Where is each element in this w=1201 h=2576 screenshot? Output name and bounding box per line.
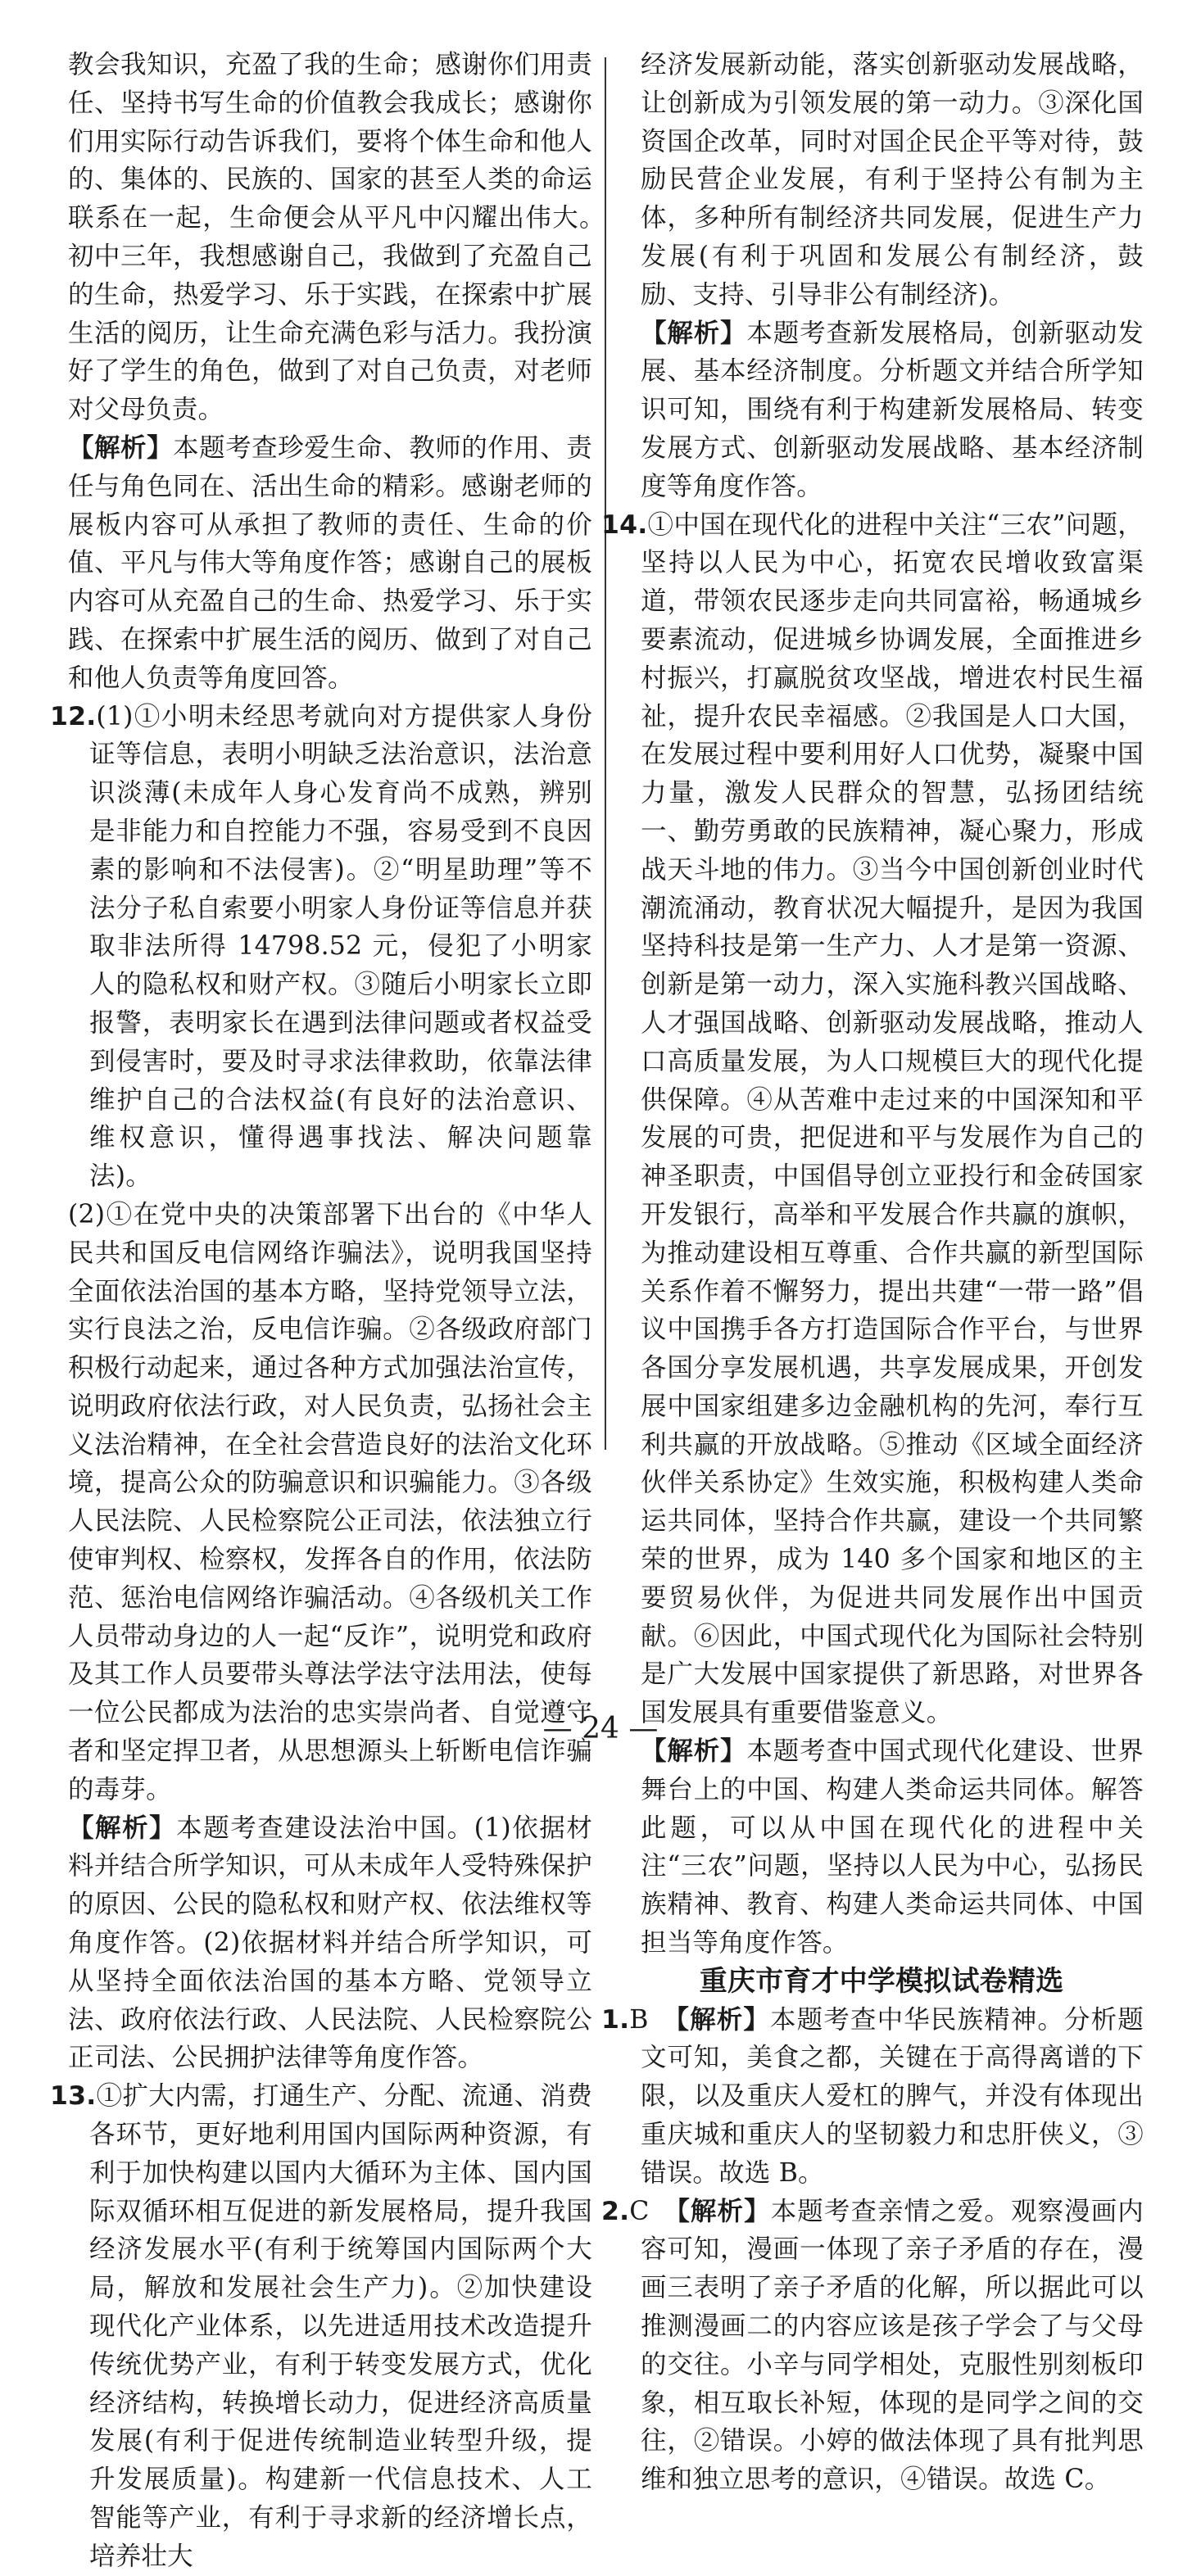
- analysis-tag: 【解析】: [641, 318, 747, 348]
- answer-choice: C: [629, 2196, 650, 2226]
- question-12-part-1: [50, 698, 592, 1196]
- question-12-part-2: (2)①在党中央的决策部署下出台的《中华人民共和国反电信网络诈骗法》，说明我国坚持全面依法治国的基本方略，坚持党领导立法，实行良法之治，反电信诈骗。②各级政府部门积极行动起来，通过各种方式加强法治宣传，说明政府依法行政，对人民负责，弘扬社会主义法治精神，在全社会营造良好的法治文化环境，提高公众的防骗意识和识骗能力。③各级人民法院、人民检察院公正司法，依法独立行使审判权、检察权，发挥各自的作用，依法防范、惩治电信网络诈骗活动。④各级机关工作人员带动身边的人一起“反诈”，说明党和政府及其工作人员要带头尊法学法守法用法，使每一位公民都成为法治的忠实崇尚者、自觉遵守者和坚定捍卫者，从思想源头上斩断电信诈骗的毒芽。: [68, 1199, 592, 1804]
- analysis-text: 本题考查中国式现代化建设、世界舞台上的中国、构建人类命运共同体。解答此题，可以从中国在现代化的进程中关注“三农”问题，坚持以人民为中心，弘扬民族精神、教育、构建人类命运共同体、中国担当等角度作答。: [641, 1736, 1144, 1958]
- question-13-continued: 经济发展新动能，落实创新驱动发展战略，让创新成为引领发展的第一动力。③深化国资国企改革，同时对国企民企平等对待，鼓励民营企业发展，有利于坚持公有制为主体，多种所有制经济共同发展，促进生产力发展(有利于巩固和发展公有制经济，鼓励、支持、引导非公有制经济)。: [641, 50, 1144, 310]
- analysis-tag: 【解析】: [68, 432, 174, 463]
- analysis-paragraph: [68, 429, 592, 698]
- analysis-text: 本题考查建设法治中国。(1)依据材料并结合所学知识，可从未成年人受特殊保护的原因、公民的隐私权和财产权、依法维权等角度作答。(2)依据材料并结合所学知识，可从坚持全面依法治国的基本方略、党领导立法、政府依法行政、人民法院、人民检察院公正司法、公民拥护法律等角度作答。: [68, 1813, 592, 2073]
- page-number: — 24 —: [542, 1712, 659, 1745]
- answer-text: ①中国在现代化的进程中关注“三农”问题，坚持以人民为中心，拓宽农民增收致富渠道，带领农民逐步走向共同富裕，畅通城乡要素流动，促进城乡协调发展，全面推进乡村振兴，打赢脱贫攻坚战，增进农村民生福祉，提升农民幸福感。②我国是人口大国，在发展过程中要利用好人口优势，凝聚中国力量，激发人民群众的智慧，弘扬团结统一、勤劳勇敢的民族精神，凝心聚力，形成战天斗地的伟力。③当今中国创新创业时代潮流涌动，教育状况大幅提升，是因为我国坚持科技是第一生产力、人才是第一资源、创新是第一动力，深入实施科教兴国战略、人才强国战略、创新驱动发展战略，推动人口高质量发展，为人口规模巨大的现代化提供保障。④从苦难中走过来的中国深知和平发展的可贵，把促进和平与发展作为自己的神圣职责，中国倡导创立亚投行和金砖国家开发银行，高举和平发展合作共赢的旗帜，为推动建设相互尊重、合作共赢的新型国际关系作着不懈努力，提出共建“一带一路”倡议中国携手各方打造国际合作平台，与世界各国分享发展机遇，共享发展成果，开创发展中国家组建多边金融机构的先河，奉行互利共赢的开放战略。⑤推动《区域全面经济伙伴关系协定》生效实施，积极构建人类命运共同体，坚持合作共赢，建设一个共同繁荣的世界，成为 140 多个国家和地区的主要贸易伙伴，为促进共同发展作出中国贡献。⑥因此，中国式现代化为国际社会特别是广大发展中国家提供了新思路，对世界各国发展具有重要借鉴意义。: [641, 509, 1144, 1728]
- answer-choice: B: [629, 2004, 649, 2035]
- question-14-analysis: [619, 1732, 1144, 1963]
- question-14-answer: [601, 506, 1144, 1733]
- answer-text: ①扩大内需，打通生产、分配、流通、消费各环节，更好地利用国内国际两种资源，有利于加快构建以国内大循环为主体、国内国际双循环相互促进的新发展格局，提升我国经济发展水平(有利于统筹国内国际两个大局，解放和发展社会生产力)。②加快建设现代化产业体系，以先进适用技术改造提升传统优势产业，有利于转变发展方式，优化经济结构，转换增长动力，促进经济高质量发展(有利于促进传统制造业转型升级，提升发展质量)。构建新一代信息技术、人工智能等产业，有利于寻求新的经济增长点，培养壮大: [89, 2081, 592, 2571]
- answer-1: [601, 2001, 1144, 2193]
- question-12-analysis: [68, 1809, 592, 2078]
- analysis-text: 本题考查亲情之爱。观察漫画内容可知，漫画一体现了亲子矛盾的存在，漫画三表明了亲子矛盾的化解，所以据此可以推测漫画二的内容应该是孩子学会了与父母的交往。小辛与同学相处，克服性别刻板印象，相互取长补短，体现的是同学之间的交往，②错误。小婷的做法体现了具有批判思维和独立思考的意识，④错误。故选 C。: [641, 2196, 1144, 2495]
- analysis-tag: 【解析】: [641, 1736, 747, 1767]
- analysis-text: 本题考查新发展格局，创新驱动发展、基本经济制度。分析题文并结合所学知识可知，围绕有利于构建新发展格局、转变发展方式、创新驱动发展战略、基本经济制度等角度作答。: [641, 318, 1144, 501]
- analysis-tag: 【解析】: [676, 2004, 771, 2035]
- answer-2: [601, 2193, 1144, 2499]
- analysis-tag: 【解析】: [677, 2196, 771, 2226]
- question-number: 14.: [601, 509, 648, 540]
- analysis-text: 本题考查珍爱生命、教师的作用、责任与角色同在、活出生命的精彩。感谢老师的展板内容可从承担了教师的责任、生命的价值、平凡与伟大等角度作答；感谢自己的展板内容可从充盈自己的生命、热爱学习、乐于实践、在探索中扩展生活的阅历、做到了对自己和他人负责等角度回答。: [68, 432, 592, 693]
- question-13-analysis: [619, 315, 1144, 506]
- question-number: 12.: [50, 701, 97, 731]
- question-number: 2.: [601, 2196, 630, 2226]
- question-number: 1.: [601, 2004, 630, 2035]
- paragraph-essay-end: 教会我知识，充盈了我的生命；感谢你们用责任、坚持书写生命的价值教会我成长；感谢你们用实际行动告诉我们，要将个体生命和他人的、集体的、民族的、国家的甚至人类的命运联系在一起，生命便会从平凡中闪耀出伟大。 初中三年，我想感谢自己，我做到了充盈自己的生命，热爱学习、乐于实践，在探索中扩展生活的阅历，让生命充满色彩与活力。我扮演好了学生的角色，做到了对自己负责，对老师对父母负责。: [68, 50, 619, 425]
- question-number: 13.: [50, 2081, 97, 2112]
- question-13-answer: [50, 2077, 592, 2575]
- section-title: 重庆市育才中学模拟试卷精选: [699, 1964, 1064, 1998]
- answer-text: (1)①小明未经思考就向对方提供家人身份证等信息，表明小明缺乏法治意识，法治意识淡薄(未成年人身心发育尚不成熟，辨别是非能力和自控能力不强，容易受到不良因素的影响和不法侵害)。②“明星助理”等不法分子私自索要小明家人身份证等信息并获取非法所得 14798.52 元，侵犯了小明家人的隐私权和财产权。③随后小明家长立即报警，表明家长在遇到法律问题或者权益受到侵害时，要及时寻求法律救助，依靠法律维护自己的合法权益(有良好的法治意识、维权意识，懂得遇事找法、解决问题靠法)。: [89, 701, 592, 1192]
- right-column: [601, 46, 1144, 2499]
- analysis-tag: 【解析】: [68, 1813, 177, 1843]
- column-divider: [605, 57, 606, 1450]
- analysis-text: 本题考查中华民族精神。分析题文可知，美食之都，关键在于高得离谱的下限，以及重庆人爱杠的脾气，并没有体现出重庆城和重庆人的坚韧毅力和忠肝侠义，③错误。故选 B。: [641, 2004, 1144, 2188]
